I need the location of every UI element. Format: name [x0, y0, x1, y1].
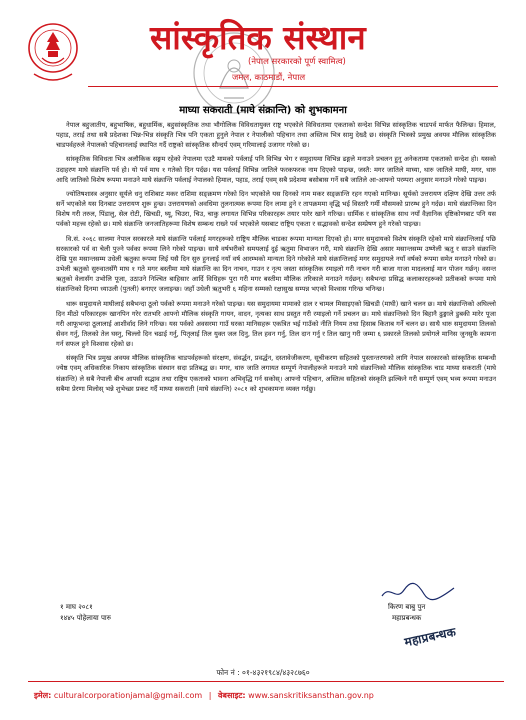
organization-subtitle: (नेपाल सरकारको पूर्ण स्वामित्व) — [248, 57, 346, 67]
letter-body — [56, 120, 496, 398]
organization-name: सांस्कृतिक संस्थान — [150, 18, 366, 57]
footer-contact — [34, 690, 502, 701]
paragraph: वि.सं. २०६८ सालमा नेपाल सरकारले माघे संक्रान्ति पर्वलाई मगरहरूको राष्ट्रिय मौलिक चाडका रूपमा मान्यता दिएको हो। मगर समुदायको विशेष संस्कृति रहेको माघे संक्रान्तिलाई पछि सरकारको पर्व वा चेली पुज्ने पर्वका रूपमा लिने गरेको पाइन्छ। साथै वर्षभरीको समयलाई दुई ऋतुमा विभाजन गरी, माघे संक्रान्ति देखि असार मसान्तसम्म उष्णेली ऋतु र साउने संक्रान्ति देखि पुस मसान्तसम्म उधेली ऋतुका रूपमा लिई यसै दिन सुरु हुनलाई नयाँ वर्ष आरम्भको मान्यता दिने गरेकोले माघे संक्रान्तिलाई मगर समुदायले नयाँ वर्षको रूपमा समेत मनाउने गरेको छ। उभेली ऋतुको सुरुवातसँगै माघ १ गते मगर बस्तीमा माघे संक्रान्ति का दिन नाचन, गाउन र नृत्य जस्ता सांस्कृतिक रमाइलो गरी नाचन गरी बाजा गाजा मादललाई मान पोजन गर्छन्। वसन्त ऋतुको वेलासँग उभोलि पूजा, उठाउने निश्चित बाहिसार आर्दि विधिहरू पुरा गरी मगर बस्तीमा मौलिक तरिकाले मनाउने गर्दछन्। सबैभन्दा प्रसिद्ध कलाकारहरूको प्रतीकको रूपमा माघे संक्रान्तिको दिनमा ध्याउली (पुतली) बनाएर जलाइन्छ। जहाँ उधेली ऋतुभरी ६ महिना सम्मको रक्षासुख सम्पन्न भएको विश्वास गरिन्छ भनिन्छ। — [56, 234, 496, 294]
letter-heading: माघ्या सकराती (माघे संक्रान्ति) को शुभकामना — [179, 105, 347, 116]
organization-address: जमल, काठमाडौं, नेपाल — [232, 73, 306, 83]
header-divider — [88, 86, 498, 87]
email-link[interactable]: culturalcorporationjamal@gmail.com — [53, 691, 203, 700]
paragraph: नेपाल बहुजातीय, बहुभाषिक, बहुधार्मिक, बहुसांस्कृतिक तथा भौगोलिक विविधतायुक्त राष्ट्र भएकोले विविधतामा एकताको सन्देश विभिन्न सांस्कृतिक चाडपर्व मार्फत फैलिन्छ। हिमाल, पहाड, तराई तथा सबै प्रदेशका भिन्न-भिन्न संस्कृति भित्र पनि एकता हुनुले नेपाल र नेपालीको पहिचान तथा अस्तित्व भित्र सामु देख्दै छ। संस्कृति भित्रको प्रमुख अवयव मौलिक सांस्कृतिक चाडपर्वहरुले नेपालको पहिचानलाई स्थापित गर्दै राष्ट्रको सांस्कृतिक सौन्दर्य एवम् गरिमालाई उजागर गरेको छ। — [56, 121, 496, 150]
letter-date-block — [60, 602, 111, 624]
organization-logo-icon — [26, 18, 80, 90]
website-label: वेबसाइट: — [217, 691, 246, 700]
phone-number: फोन नं : ०१-४३२१९८४/४३२८७६० — [216, 668, 310, 677]
official-stamp: महाप्रबन्धक — [403, 624, 458, 650]
website-link[interactable]: www.sanskritiksansthan.gov.np — [248, 691, 374, 700]
signer-block — [388, 602, 425, 624]
footer-separator: | — [208, 691, 212, 700]
paragraph: ज्योतिषशास्त्र अनुसार सूर्यले धनु राशिबाट मकर राशिमा सङ्क्रमण गरेको दिन भएकोले यस दिनको नाम मकर सङ्क्रान्ति रहन गएको मानिन्छ। सूर्यको उत्तरायण दक्षिण देखि उत्तर तर्फ सर्ने भएकोले यस दिनबाट उत्तरायण शुरू हुन्छ। उत्तरायणको अवधिमा तुलनात्मक रूपमा दिन लामा हुने र तापक्रममा वृद्धि भई विस्तारै गर्मी मौसमको प्रारम्भ हुने गर्दछ। माघे संक्रान्तिका दिन विशेष गरी तरुल, पिंडालु, सेल रोटी, खिचडी, घ्यू, चिउरा, चिउ, चाकु लगायत विभिन्न परिकारहरू तयार पारेर खाने गरिन्छ। धार्मिक र सांस्कृतिक साथ नयाँ वैज्ञानिक दृष्टिकोणबाट पनि यस पर्वको महत्त्व रहेको छ। माघे संक्रान्ति जनजातिहरूमा विशेष सम्बन्ध राख्ने पर्व भएकोले यसबाट राष्ट्रिय एकता र सद्भावको सन्देश सम्प्रेषण हुने गरेको पाइन्छ। — [56, 189, 496, 229]
paragraph: सांस्कृतिक विविधता भित्र अलौकिक सङ्गम रहेको नेपालमा एउटै मामको पर्वलाई पनि विभिन्न भेग र समुदायमा विभिन्न ढङ्गले मनाउने प्रचलन हुनु अनेकतामा एकताको सन्देश हो। यसको उदाहरण माघे संक्रान्ति पर्व हो। यो पर्व माघ १ गतेको दिन पर्दछ। यस पर्वलाई विभिन्न जातिले फरकफरक नाम दिएको पाइन्छ, जस्तै: मगर जातिले माघ्या, थारु जातिले माघी, मगर, थारु आदि जातिको विशेष रूपमा मनाउने माघे संक्रान्ति पर्वलाई नेपालको हिमाल, पहाड, तराई एवम् सबै प्रदेशमा बसोबास गर्ने सबै जातिले आ-आफ्नो परम्परा अनुसार मनाउने गरेको पाइन्छ। — [56, 155, 496, 184]
paragraph: थारू समुदायले माघीलाई सबैभन्दा ठूलो पर्वको रूपमा मनाउने गरेको पाइन्छ। यस समुदायमा मामाको दाल र चामल मिसाइएको खिचडी (माघी) खाने चलन छ। माघे संक्रान्तिको अघिल्लो दिन मीठो परिकारहरू खानपिन गरेर रातभरि आफ्नो मौलिक संस्कृति गायन, वादन, नृत्यका साथ प्रस्तुत गरी रमाइलो गर्ने प्रचलन छ। माघे संक्रान्तिको दिन बिहानै ढुङ्गाले डुबकी मारेर पूजा गरी आफूभन्दा ठूलालाई आशीर्वाद लिने गरिन्छ। यस पर्वको अवसरमा गाउँ घरका मानिसहरू एकत्रित भई गाउँको नीति नियम तथा हिसाब किताब गर्ने चलन छ। साथै थारु समुदायमा तिलको सेवन गर्नु, तिलको तेल घस्नु, चिल्लो दिन चढाई गर्नु, पितृलाई तिल युक्त जल दिनु, तिल हवन गर्नु, तिल दान गर्नु र तिल खानु गरी जम्मा ६ प्रकारले तिलको प्रयोगले मानिस जुनसुकै कामना गर्न सफल हुने विश्वास रहेको छ। — [56, 299, 496, 349]
date-nepal-sambat: १४४५ पोहेलाया पारु — [60, 614, 111, 622]
paragraph: संस्कृति भित्र प्रमुख अवयव मौलिक सांस्कृतिक चाडपर्वहरूको संरक्षण, संवर्द्धन, प्रवर्द्धन, दस्तावेजीकरण, सूचीकरण सहितको पुस्तान्तरणको लागि नेपाल सरकारको सांस्कृतिक सम्बन्धी ज्येष्ठ एवम् अधिकारिक निकाय सांस्कृतिक संस्थान सदा प्रतिबद्ध छ। मगर, थारु जाति लगायत सम्पूर्ण नेपालीहरूले मनाउने माघे संक्रान्तिको मौलिक सांस्कृतिक चाड माघ्या सकराती (माघे संक्रान्ति) ले सबै नेपाली बीच आपसी सद्भाव तथा राष्ट्रिय एकताको भावना अभिवृद्धि गर्न सकोस्। आफ्नो पहिचान, अस्तित्व सहितको संस्कृति झल्किने गरी सम्पूर्ण एवम् भव्य रूपमा मनाउन सबैमा प्रेरणा मिलोस् भन्ने शुभेच्छा प्रकट गर्दै माघ्या सकराती (माघे संक्रान्ति) २०८१ को शुभकामना व्यक्त गर्दछु। — [56, 354, 496, 393]
email-label: इमेल: — [34, 691, 52, 700]
footer-divider — [28, 681, 504, 682]
signature-mark — [378, 580, 458, 604]
signer-title: महाप्रबन्धक — [391, 614, 422, 622]
signer-name: किरण बाबु पुन — [388, 603, 426, 611]
date-nepali: १ माघ २०८१ — [60, 603, 93, 611]
